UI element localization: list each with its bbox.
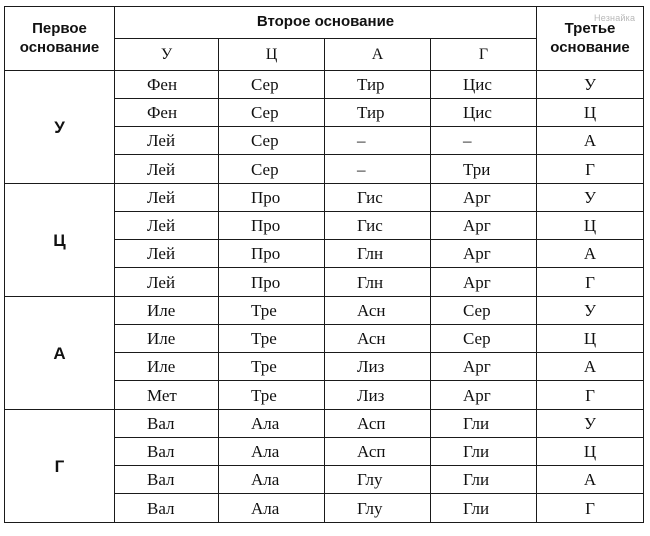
amino-acid-cell (219, 212, 325, 240)
second-base-letter-a: А (325, 39, 431, 71)
amino-acid-label: Лей (147, 159, 176, 179)
amino-acid-label: Глн (357, 244, 384, 263)
second-base-header: Второе основание (115, 7, 537, 39)
amino-acid-cell (325, 466, 431, 494)
amino-acid-cell (219, 410, 325, 438)
amino-acid-cell (115, 438, 219, 466)
amino-acid-label: Иле (147, 357, 176, 376)
amino-acid-cell (325, 325, 431, 353)
amino-acid-label: Мет (147, 385, 177, 405)
codon-row (5, 71, 644, 99)
amino-acid-label: Ала (251, 442, 280, 461)
amino-acid-cell (219, 325, 325, 353)
third-base-cell: А (537, 466, 644, 494)
amino-acid-cell (431, 325, 537, 353)
codon-row (5, 184, 644, 212)
amino-acid-label: Лей (147, 188, 176, 207)
amino-acid-label: Вал (147, 498, 175, 518)
watermark: Незнайка (594, 13, 636, 23)
amino-acid-label: Гли (463, 470, 490, 489)
amino-acid-label: Фен (147, 75, 178, 94)
amino-acid-cell (431, 268, 537, 297)
amino-acid-label: Сер (251, 159, 279, 179)
amino-acid-label: Сер (463, 329, 491, 348)
amino-acid-cell (325, 71, 431, 99)
amino-acid-cell (431, 184, 537, 212)
amino-acid-cell (325, 184, 431, 212)
amino-acid-cell (431, 353, 537, 381)
amino-acid-cell (219, 268, 325, 297)
amino-acid-cell (325, 353, 431, 381)
third-base-cell: Г (537, 381, 644, 410)
amino-acid-label: Лей (147, 131, 176, 150)
amino-acid-label: Гис (357, 216, 383, 235)
amino-acid-cell (431, 466, 537, 494)
amino-acid-label: Ала (251, 470, 280, 489)
amino-acid-label: Арг (463, 272, 491, 292)
amino-acid-label: Иле (147, 329, 176, 348)
amino-acid-cell (219, 127, 325, 155)
amino-acid-label: Три (463, 159, 491, 179)
amino-acid-cell (431, 71, 537, 99)
amino-acid-label: Вал (147, 470, 175, 489)
amino-acid-cell (219, 240, 325, 268)
amino-acid-cell (431, 381, 537, 410)
amino-acid-cell (219, 438, 325, 466)
amino-acid-label: Про (251, 244, 281, 263)
amino-acid-cell (325, 155, 431, 184)
amino-acid-label: Тре (251, 357, 277, 376)
amino-acid-cell (219, 155, 325, 184)
amino-acid-cell (219, 381, 325, 410)
amino-acid-cell (115, 240, 219, 268)
amino-acid-label: Тре (251, 385, 277, 405)
third-base-cell: Ц (537, 325, 644, 353)
first-base-cell: Г (5, 410, 115, 523)
amino-acid-cell (115, 212, 219, 240)
amino-acid-label: Сер (251, 103, 279, 122)
amino-acid-cell (115, 410, 219, 438)
amino-acid-cell (115, 71, 219, 99)
amino-acid-cell (325, 99, 431, 127)
amino-acid-cell (115, 381, 219, 410)
amino-acid-label: – (463, 131, 472, 150)
amino-acid-label: Арг (463, 216, 491, 235)
amino-acid-cell (431, 297, 537, 325)
second-base-letter-u: У (115, 39, 219, 71)
amino-acid-cell (115, 325, 219, 353)
amino-acid-label: Асп (357, 414, 386, 433)
third-base-cell: А (537, 240, 644, 268)
amino-acid-cell (115, 494, 219, 523)
amino-acid-label: Арг (463, 357, 491, 376)
first-base-cell: У (5, 71, 115, 184)
amino-acid-label: Тре (251, 301, 277, 320)
amino-acid-label: Тре (251, 329, 277, 348)
amino-acid-label: Арг (463, 188, 491, 207)
third-base-cell: У (537, 410, 644, 438)
amino-acid-label: Лей (147, 216, 176, 235)
amino-acid-label: Фен (147, 103, 178, 122)
third-base-cell: У (537, 297, 644, 325)
third-base-cell: Ц (537, 99, 644, 127)
amino-acid-label: Ала (251, 414, 280, 433)
amino-acid-cell (325, 268, 431, 297)
amino-acid-cell (325, 297, 431, 325)
amino-acid-cell (431, 410, 537, 438)
codon-row (5, 410, 644, 438)
amino-acid-label: Про (251, 216, 281, 235)
amino-acid-label: Глу (357, 470, 383, 489)
first-base-cell: А (5, 297, 115, 410)
amino-acid-label: Про (251, 188, 281, 207)
amino-acid-cell (115, 466, 219, 494)
amino-acid-cell (219, 494, 325, 523)
amino-acid-label: Сер (251, 75, 279, 94)
amino-acid-label: Ала (251, 498, 280, 518)
amino-acid-label: Гли (463, 498, 490, 518)
codon-row (5, 297, 644, 325)
third-base-cell: Г (537, 155, 644, 184)
amino-acid-label: Глн (357, 272, 384, 292)
amino-acid-cell (325, 494, 431, 523)
amino-acid-cell (431, 127, 537, 155)
amino-acid-label: Иле (147, 301, 176, 320)
amino-acid-label: Арг (463, 385, 491, 405)
third-base-cell: Ц (537, 212, 644, 240)
amino-acid-label: Цис (463, 75, 492, 94)
amino-acid-label: Асн (357, 301, 386, 320)
amino-acid-label: Сер (463, 301, 491, 320)
amino-acid-label: Лиз (357, 357, 385, 376)
amino-acid-label: – (357, 131, 366, 150)
amino-acid-cell (325, 410, 431, 438)
third-base-cell: Г (537, 268, 644, 297)
amino-acid-cell (219, 71, 325, 99)
amino-acid-cell (115, 297, 219, 325)
amino-acid-label: Цис (463, 103, 492, 122)
amino-acid-label: Асн (357, 329, 386, 348)
amino-acid-cell (115, 184, 219, 212)
genetic-code-table (4, 6, 644, 523)
amino-acid-cell (431, 494, 537, 523)
third-base-cell: У (537, 184, 644, 212)
amino-acid-label: Сер (251, 131, 279, 150)
second-base-letter-g: Г (431, 39, 537, 71)
amino-acid-label: Гли (463, 442, 490, 461)
third-base-cell: А (537, 127, 644, 155)
first-base-header (5, 7, 115, 71)
amino-acid-cell (115, 268, 219, 297)
amino-acid-cell (115, 155, 219, 184)
amino-acid-label: Тир (357, 103, 385, 122)
amino-acid-label: Глу (357, 498, 383, 518)
amino-acid-cell (325, 438, 431, 466)
amino-acid-label: Вал (147, 442, 175, 461)
second-base-letter-c: Ц (219, 39, 325, 71)
amino-acid-cell (219, 466, 325, 494)
amino-acid-cell (431, 99, 537, 127)
amino-acid-cell (115, 353, 219, 381)
amino-acid-label: Лей (147, 272, 176, 292)
amino-acid-cell (325, 212, 431, 240)
first-base-header-line2: основание (19, 38, 100, 56)
first-base-header-line1: Первое (32, 19, 87, 37)
third-base-header-line2: основание (550, 38, 630, 56)
amino-acid-label: Лей (147, 244, 176, 263)
amino-acid-label: Гли (463, 414, 490, 433)
amino-acid-label: Лиз (357, 385, 385, 405)
amino-acid-cell (219, 184, 325, 212)
amino-acid-cell (219, 297, 325, 325)
third-base-cell: А (537, 353, 644, 381)
amino-acid-cell (431, 155, 537, 184)
table-body (5, 7, 644, 523)
amino-acid-label: Тир (357, 75, 385, 94)
amino-acid-cell (219, 353, 325, 381)
amino-acid-cell (431, 212, 537, 240)
third-base-cell: Ц (537, 438, 644, 466)
amino-acid-label: Арг (463, 244, 491, 263)
third-base-cell: У (537, 71, 644, 99)
third-base-cell: Г (537, 494, 644, 523)
amino-acid-label: Вал (147, 414, 175, 433)
amino-acid-cell (219, 99, 325, 127)
amino-acid-cell (431, 438, 537, 466)
amino-acid-cell (325, 381, 431, 410)
amino-acid-label: Асп (357, 442, 386, 461)
amino-acid-label: Гис (357, 188, 383, 207)
amino-acid-cell (431, 240, 537, 268)
amino-acid-cell (115, 127, 219, 155)
third-base-header-line1: Третье (564, 19, 616, 37)
amino-acid-label: Про (251, 272, 281, 292)
amino-acid-cell (325, 127, 431, 155)
amino-acid-cell (115, 99, 219, 127)
first-base-cell: Ц (5, 184, 115, 297)
amino-acid-label: – (357, 159, 366, 179)
amino-acid-cell (325, 240, 431, 268)
